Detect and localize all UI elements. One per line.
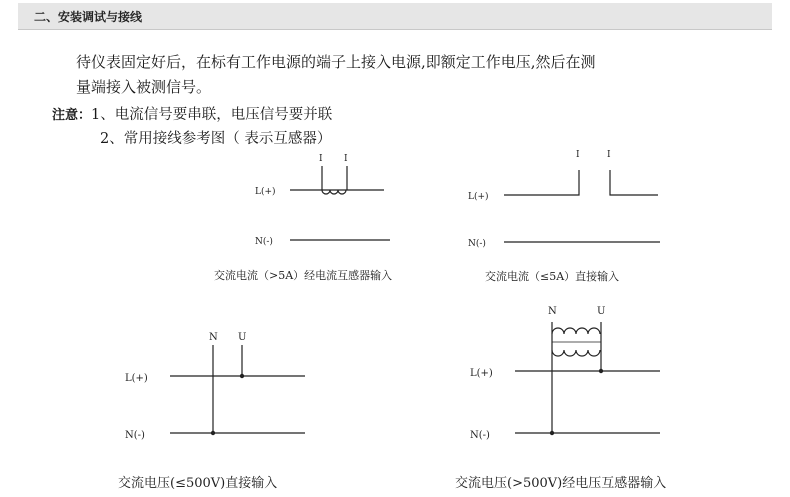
d1-i-label-left: I (319, 154, 323, 164)
d3-l-label: L(+) (125, 373, 148, 384)
d3-n-top-label: N (209, 332, 218, 343)
d4-n-junction (550, 431, 554, 435)
section-title: 二、安装调试与接线 (34, 10, 143, 24)
intro-line-2: 量端接入被测信号。 (76, 78, 212, 96)
d4-u-junction (599, 369, 603, 373)
d1-ct-coil-icon (322, 190, 346, 194)
d2-i-label-right: I (607, 150, 611, 160)
d3-caption: 交流电压(≤500V)直接输入 (118, 476, 278, 491)
note-item-2: 2、常用接线参考图（ 表示互感器） (100, 131, 332, 147)
d2-i-label-left: I (576, 150, 580, 160)
d3-n-junction (211, 431, 215, 435)
note-item-1: 1、电流信号要串联，电压信号要并联 (91, 107, 333, 123)
note-label: 注意： (52, 108, 92, 123)
d3-u-junction (240, 374, 244, 378)
d2-l-line-right (610, 170, 658, 195)
intro-line-1: 待仪表固定好后，在标有工作电源的端子上接入电源,即额定工作电压,然后在测 (76, 53, 596, 71)
d1-caption: 交流电流（>5A）经电流互感器输入 (214, 269, 393, 282)
d4-u-top-label: U (597, 306, 606, 317)
d4-pt-secondary-coil-icon (552, 350, 600, 356)
d1-l-label: L(+) (255, 187, 276, 197)
d3-n-label: N(-) (125, 430, 145, 441)
d2-l-line-left (504, 170, 579, 195)
d2-n-label: N(-) (468, 239, 486, 249)
d4-l-label: L(+) (470, 368, 493, 379)
d4-n-label: N(-) (470, 430, 490, 441)
d4-caption: 交流电压(>500V)经电压互感器输入 (455, 476, 667, 491)
d2-l-label: L(+) (468, 192, 489, 202)
d4-pt-primary-coil-icon (552, 328, 600, 334)
d1-i-label-right: I (344, 154, 348, 164)
d4-n-top-label: N (548, 306, 557, 317)
d3-u-top-label: U (238, 332, 247, 343)
d1-n-label: N(-) (255, 237, 273, 247)
d2-caption: 交流电流（≤5A）直接输入 (485, 270, 620, 283)
